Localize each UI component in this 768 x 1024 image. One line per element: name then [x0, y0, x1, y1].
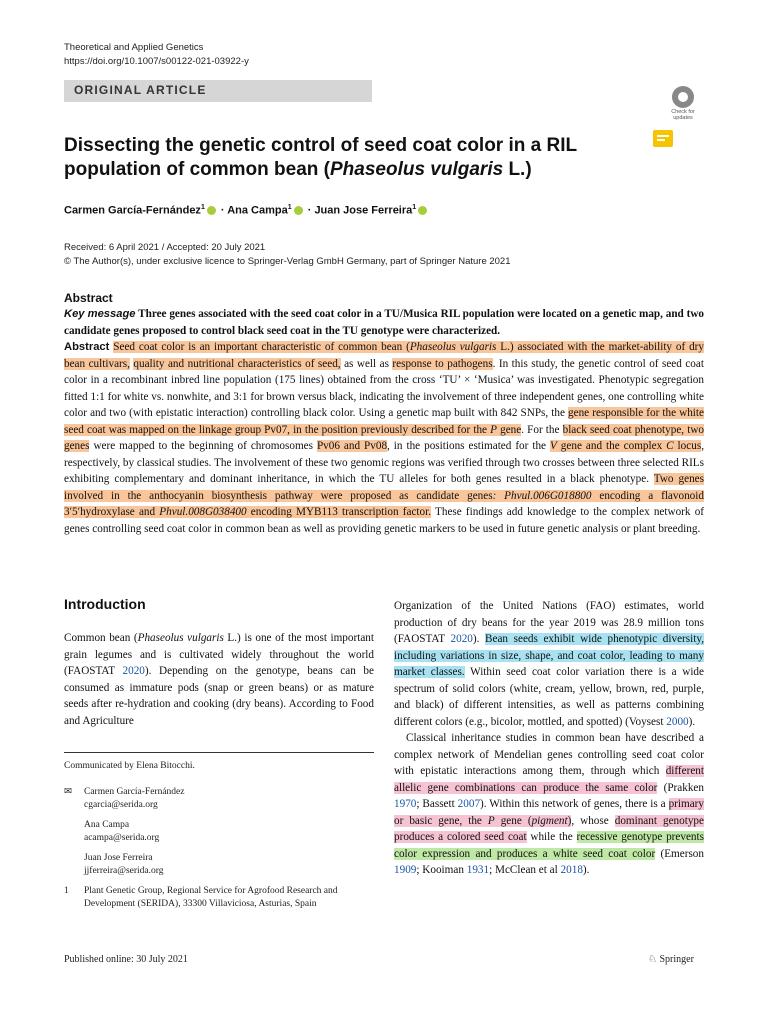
introduction-right-column [394, 598, 704, 879]
citation-link[interactable]: 2020 [450, 633, 473, 645]
springer-horse-icon: ♘ [648, 954, 657, 965]
author-list: Carmen García-Fernández$^1$ · Ana Campa$^1$ · Juan Jose Ferreira$^1$ [64, 204, 429, 217]
check-updates-label: Check for updates [671, 109, 695, 121]
journal-header [64, 41, 249, 69]
contact-name: Juan Jose Ferreira [84, 853, 153, 863]
citation-link[interactable]: 2007 [457, 798, 481, 810]
journal-name: Theoretical and Applied Genetics [64, 42, 204, 53]
envelope-icon: ✉ [64, 787, 72, 797]
citation-link[interactable]: 2020 [122, 665, 145, 677]
copyright-line: © The Author(s), under exclusive licence to Springer-Verlag GmbH Germany, part of Springer Nature 2021 [64, 256, 511, 267]
author-name: Ana Campa [227, 204, 288, 217]
publication-dates [64, 241, 511, 269]
introduction-left-column: Common bean (Phaseolus vulgaris L.) is one of the most important grain legumes and is cultivated widely throughout the world (FAOSTAT 2020). Depending on the genotype, beans can be consumed as immature pods (snap or green beans) or as mature seeds after re-hydration and cooking (dry beans). According to Food and Agriculture [64, 632, 375, 727]
key-message: Key message Three genes associated with the seed coat color in a TU/Musica RIL population were located on a genetic map, and two candidate genes proposed to control black seed coat in the TU genotype were characterized. [64, 308, 704, 337]
check-for-updates-button[interactable] [664, 86, 702, 124]
article-type-label: ORIGINAL ARTICLE [74, 83, 207, 97]
contact-name: Ana Campa [84, 820, 130, 830]
contact-email[interactable]: jjferreira@serida.org [84, 865, 164, 876]
article-type-bar [64, 80, 372, 102]
paragraph: Organization of the United Nations (FAO) estimates, world production of dry beans for the year 2019 was 28.9 million tons (FAOSTAT 2020). Bean seeds exhibit wide phenotypic diversity, including variations in size, shape, and coat color, leading to many market classes. Within seed coat color variation there is a wide spectrum of solid colors (white, cream, yellow, brown, red, purple, and black) of different intensities, as well as patterns combining different colors (e.g., bicolor, mottled, and spotted) (Voysest 2000). [394, 600, 705, 728]
contact-email[interactable]: acampa@serida.org [84, 832, 160, 843]
introduction-heading: Introduction [64, 596, 146, 612]
footnote-divider [64, 752, 374, 753]
citation-link[interactable]: 1970 [394, 798, 417, 810]
communicated-by: Communicated by Elena Bitocchi. [64, 761, 195, 771]
abstract-heading: Abstract [64, 291, 113, 305]
received-accepted: Received: 6 April 2021 / Accepted: 20 July 2021 [64, 242, 266, 253]
orcid-icon[interactable] [207, 206, 216, 215]
check-updates-icon [672, 86, 694, 108]
published-online: Published online: 30 July 2021 [64, 954, 188, 965]
orcid-icon[interactable] [294, 206, 303, 215]
paper-title: Dissecting the genetic control of seed coat color in a RIL population of common bean (Phaseolus vulgaris L.) [64, 135, 577, 180]
author-contacts [64, 786, 374, 910]
doi-link[interactable]: https://doi.org/10.1007/s00122-021-03922-y [64, 56, 249, 67]
abstract-body [64, 306, 704, 537]
abstract-text: Abstract Seed coat color is an important characteristic of common bean (Phaseolus vulgaris L.) associated with the market-ability of dry bean cultivars, quality and nutritional characteristics of seed, as well as response to pathogens. In this study, the genetic control of seed coat color in a recombinant inbred line population (175 lines) obtained from the cross ‘TU’ × ‘Musica’ was investigated. Phenotypic segregation fitted 1:1 for white vs. nonwhite, and 3:1 for brown versus black, indicating the involvement of three independent genes, one controlling white color and two (with epistatic interaction) controlling black color. Using a genetic map built with 842 SNPs, the gene responsible for the white seed coat was mapped on the linkage group Pv07, in the position previously described for the P gene. For the black seed coat phenotype, two genes were mapped to the beginning of chromosomes Pv06 and Pv08, in the positions estimated for the V gene and the complex C locus, respectively, by classical studies. The involvement of these two genomic regions was verified through two crosses between three selected RILs exhibiting complementary and dominant inheritance, in which the TU alleles for both genes resulted in a black phenotype. Two genes involved in the anthocyanin biosynthesis pathway were proposed as candidate genes: Phvul.006G018800 encoding a flavonoid 3′5′hydroxylase and Phvul.008G038400 encoding MYB113 transcription factor. These findings add knowledge to the complex network of genes controlling seed coat color in common bean as well as providing genetic markers to be used in future genetic analysis or plant breeding. [64, 341, 705, 535]
paragraph: Classical inheritance studies in common bean have described a complex network of Mendelian genes controlling seed coat color with epistatic interactions among them, through which different allelic gene combinations can produce the same color (Prakken 1970; Bassett 2007). Within this network of genes, there is a primary or basic gene, the P gene (pigment), whose dominant genotype produces a colored seed coat while the recessive genotype prevents color expression and produces a white seed coat color (Emerson 1909; Kooiman 1931; McClean et al 2018). [394, 732, 704, 876]
citation-link[interactable]: 2018 [560, 864, 583, 876]
citation-link[interactable]: 2000 [666, 715, 689, 728]
citation-link[interactable]: 1909 [394, 864, 417, 876]
contact-name: Carmen García-Fernández [84, 787, 185, 797]
publisher-logo: ♘ Springer [648, 954, 694, 965]
orcid-icon[interactable] [418, 206, 427, 215]
contact-email[interactable]: cgarcia@serida.org [84, 799, 158, 810]
author-name: Carmen García-Fernández [64, 204, 201, 217]
affiliation: 1 Plant Genetic Group, Regional Service for Agrofood Research and Development (SERIDA), 33300 Villaviciosa, Asturias, Spain [64, 886, 338, 909]
author-name: Juan Jose Ferreira [314, 204, 413, 217]
citation-link[interactable]: 1931 [466, 864, 490, 876]
